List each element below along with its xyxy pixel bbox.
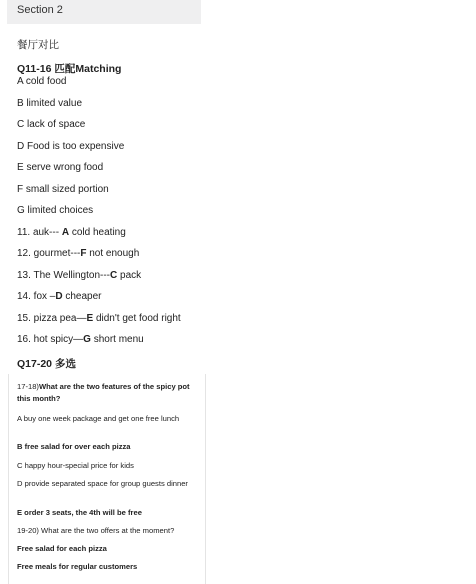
q17-question-num: 17-18) — [17, 382, 39, 391]
answer-16-pre: 16. hot spicy— — [17, 334, 84, 345]
option-e: E serve wrong food — [17, 162, 104, 173]
subtitle: 餐厅对比 — [17, 39, 59, 51]
answer-13-pre: 13. The Wellington--- — [17, 270, 111, 281]
q17-option-b: B free salad for over each pizza — [17, 442, 131, 451]
answer-14-post: cheaper — [62, 291, 102, 302]
answer-16-post: short menu — [90, 334, 144, 345]
q17-question-text: What are the two features of the spicy pot this month? — [17, 382, 190, 403]
answer-14-letter: D — [55, 291, 63, 302]
option-d: D Food is too expensive — [17, 141, 125, 152]
answer-12-post: not enough — [86, 248, 140, 259]
q17-option-e: E order 3 seats, the 4th will be free — [17, 508, 142, 517]
answer-11 — [17, 227, 126, 238]
answer-15-letter: E — [86, 313, 94, 324]
q17-option-d: D provide separated space for group guests dinner — [17, 479, 188, 488]
answer-16 — [17, 334, 144, 345]
q19-answer-1: Free salad for each pizza — [17, 544, 107, 553]
answer-13-letter: C — [110, 270, 118, 281]
q19-question: 19-20) What are the two offers at the moment? — [17, 526, 175, 535]
answer-11-letter: A — [61, 227, 70, 238]
q17-heading: Q17-20 多选 — [17, 358, 76, 370]
option-b: B limited value — [17, 98, 83, 109]
answer-11-pre: 11. auk--- — [17, 227, 62, 238]
option-g: G limited choices — [17, 205, 94, 216]
q17-option-a: A buy one week package and get one free lunch — [17, 414, 180, 423]
answer-14-pre: 14. fox – — [17, 291, 56, 302]
answer-12-pre: 12. gourmet--- — [17, 248, 81, 259]
option-a: A cold food — [17, 76, 67, 87]
answer-11-post: cold heating — [69, 227, 126, 238]
answer-12 — [17, 248, 139, 259]
q17-question — [17, 381, 197, 405]
answer-13 — [17, 270, 141, 281]
q17-option-c: C happy hour-special price for kids — [17, 461, 134, 470]
answer-16-letter: G — [83, 334, 91, 345]
q19-answer-2: Free meals for regular customers — [17, 562, 138, 571]
section-title-bar — [7, 0, 201, 24]
option-f: F small sized portion — [17, 184, 109, 195]
answer-12-letter: F — [80, 248, 87, 259]
answer-14 — [17, 291, 102, 302]
answer-15 — [17, 313, 181, 324]
section-title: Section 2 — [17, 4, 63, 16]
answer-13-post: pack — [117, 270, 142, 281]
answer-15-post: didn't get food right — [93, 313, 181, 324]
option-c: C lack of space — [17, 119, 86, 130]
answer-15-pre: 15. pizza pea— — [17, 313, 87, 324]
q11-heading: Q11-16 匹配Matching — [17, 63, 122, 75]
